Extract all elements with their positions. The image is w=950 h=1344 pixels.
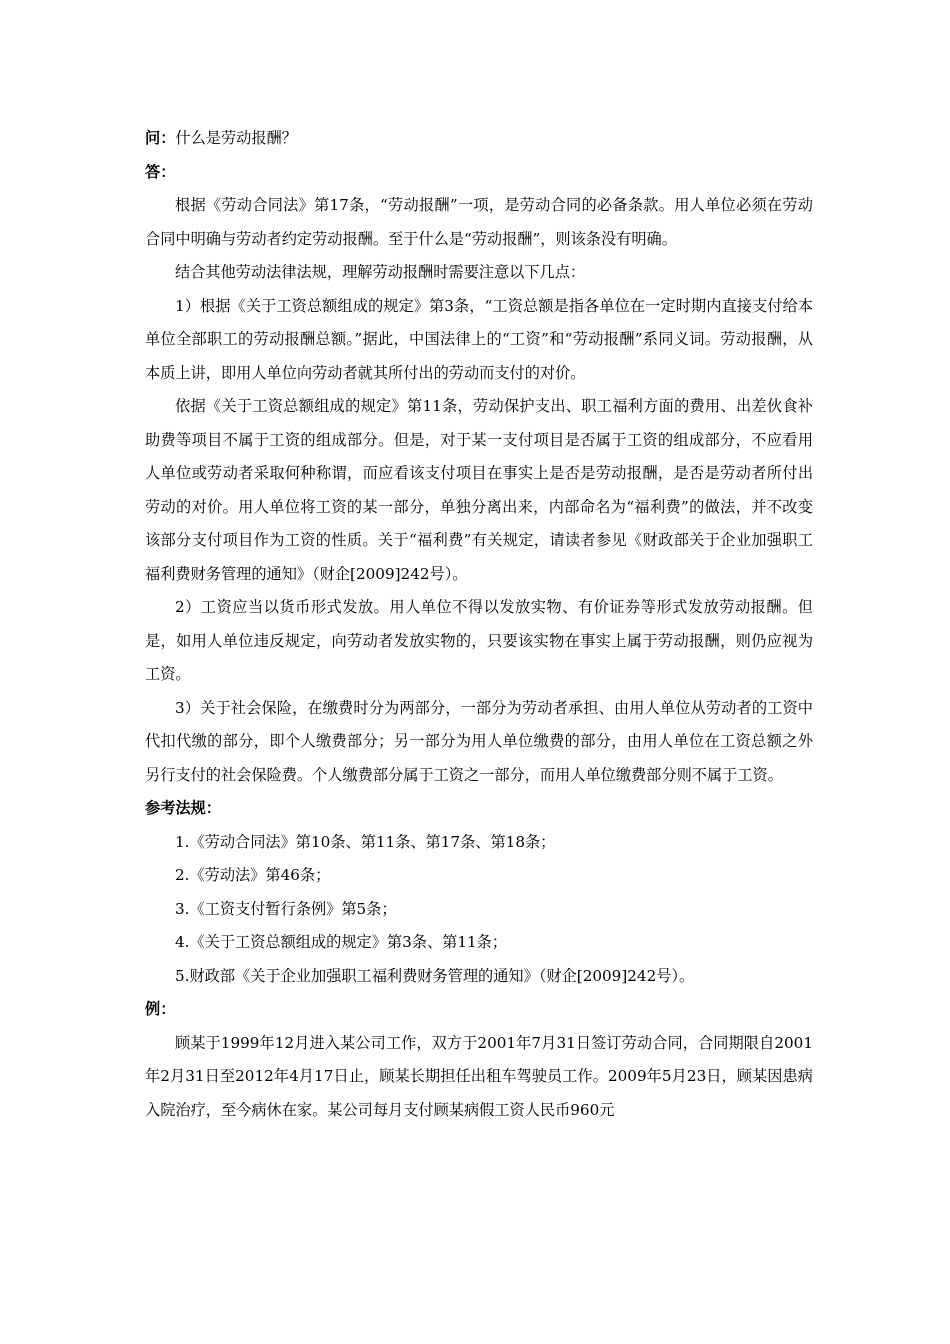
document-content xyxy=(145,122,813,1127)
answer-paragraph: 1）根据《关于工资总额组成的规定》第3条，“工资总额是指各单位在一定时期内直接支付给本单位全部职工的劳动报酬总额。”据此，中国法律上的“工资”和“劳动报酬”系同义词。劳动报酬，从本质上讲，即用人单位向劳动者就其所付出的劳动而支付的对价。 xyxy=(145,296,813,382)
example-paragraph: 顾某于1999年12月进入某公司工作，双方于2001年7月31日签订劳动合同，合同期限自2001年2月31日至2012年4月17日止，顾某长期担任出租车驾驶员工作。2009年5月23日，顾某因患病入院治疗，至今病休在家。某公司每月支付顾某病假工资人民币960元 xyxy=(145,1033,813,1119)
question-text: 什么是劳动报酬？ xyxy=(175,129,297,147)
answer-paragraph: 3）关于社会保险，在缴费时分为两部分，一部分为劳动者承担、由用人单位从劳动者的工资中代扣代缴的部分，即个人缴费部分；另一部分为用人单位缴费的部分，由用人单位在工资总额之外另行支付的社会保险费。个人缴费部分属于工资之一部分，而用人单位缴费部分则不属于工资。 xyxy=(145,698,813,784)
question-label: 问： xyxy=(145,129,176,147)
answer-paragraph: 依据《关于工资总额组成的规定》第11条，劳动保护支出、职工福利方面的费用、出差伙食补助费等项目不属于工资的组成部分。但是，对于某一支付项目是否属于工资的组成部分，不应看用人单位或劳动者采取何种称谓，而应看该支付项目在事实上是否是劳动报酬，是否是劳动者所付出劳动的对价。用人单位将工资的某一部分，单独分离出来，内部命名为“福利费”的做法，并不改变该部分支付项目作为工资的性质。关于“福利费”有关规定，请读者参见《财政部关于企业加强职工福利费财务管理的通知》（财企[2009]242号）。 xyxy=(145,397,813,583)
references-list xyxy=(145,826,813,994)
reference-item: 5.财政部《关于企业加强职工福利费财务管理的通知》（财企[2009]242号）。 xyxy=(175,966,695,985)
references-label: 参考法规： xyxy=(145,799,221,817)
question-line xyxy=(145,122,813,156)
reference-item: 3.《工资支付暂行条例》第5条； xyxy=(175,899,397,918)
reference-item: 4.《关于工资总额组成的规定》第3条、第11条； xyxy=(175,933,508,951)
answer-label: 答： xyxy=(145,162,176,181)
answer-paragraph: 根据《劳动合同法》第17条，“劳动报酬”一项，是劳动合同的必备条款。用人单位必须在劳动合同中明确与劳动者约定劳动报酬。至于什么是“劳动报酬”，则该条没有明确。 xyxy=(145,196,813,248)
reference-item: 1.《劳动合同法》第10条、第11条、第17条、第18条； xyxy=(175,832,556,851)
answer-paragraph: 2）工资应当以货币形式发放。用人单位不得以发放实物、有价证券等形式发放劳动报酬。但是，如用人单位违反规定，向劳动者发放实物的，只要该实物在事实上属于劳动报酬，则仍应视为工资。 xyxy=(145,598,813,683)
reference-item: 2.《劳动法》第46条； xyxy=(175,866,331,884)
answer-paragraph: 结合其他劳动法律法规，理解劳动报酬时需要注意以下几点： xyxy=(175,263,586,281)
example-label: 例： xyxy=(145,1000,176,1018)
